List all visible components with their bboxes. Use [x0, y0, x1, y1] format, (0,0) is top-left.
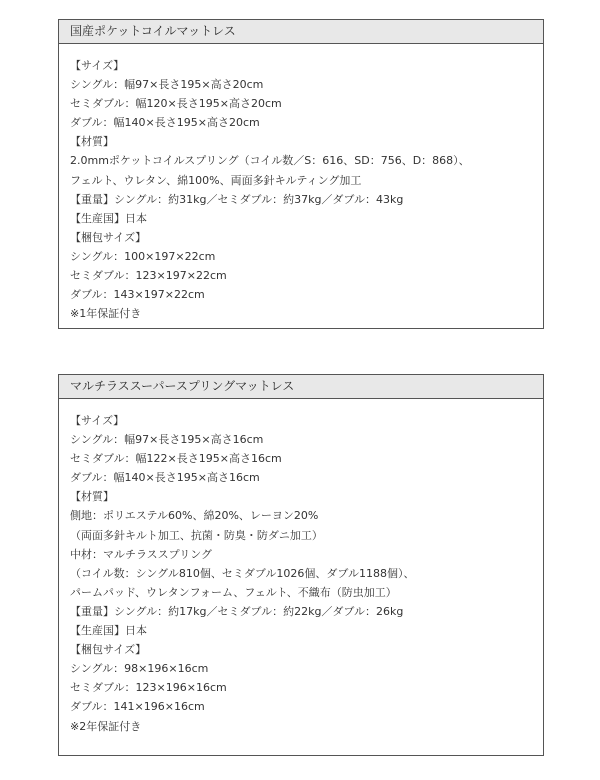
spec-material-line: フェルト、ウレタン、綿100%、両面多針キルティング加工 — [70, 173, 362, 187]
spec-section-size-heading: 【サイズ】 — [70, 59, 125, 72]
spec-package-single: シングル：98×196×16cm — [70, 662, 209, 676]
spec-box-body — [59, 44, 543, 323]
spec-box-pocket-coil — [58, 19, 544, 329]
spec-material-line: 中材：マルチラススプリング — [70, 547, 213, 561]
spec-size-single: シングル：幅97×長さ195×高さ16cm — [70, 433, 264, 447]
spec-warranty-note: ※1年保証付き — [70, 307, 142, 321]
spec-country-of-origin: 【生産国】日本 — [70, 211, 147, 225]
spec-box-title: マルチラススーパースプリングマットレス — [59, 375, 543, 399]
spec-box-body — [59, 399, 543, 736]
spec-material-line: 側地：ポリエステル60%、綿20%、レーヨン20% — [70, 509, 319, 523]
spec-size-single: シングル：幅97×長さ195×高さ20cm — [70, 78, 264, 92]
spec-material-line: 2.0mmポケットコイルスプリング（コイル数／S：616、SD：756、D：868）、 — [70, 154, 470, 168]
spec-box-multiras-spring — [58, 374, 544, 756]
spec-section-size-heading: 【サイズ】 — [70, 414, 125, 427]
spec-size-semi-double: セミダブル：幅120×長さ195×高さ20cm — [70, 97, 282, 111]
spec-weight: 【重量】シングル：約17kg／セミダブル：約22kg／ダブル：26kg — [70, 604, 404, 618]
spec-package-single: シングル：100×197×22cm — [70, 249, 216, 263]
spec-material-line: （両面多針キルト加工、抗菌・防臭・防ダニ加工） — [70, 528, 323, 542]
spec-size-double: ダブル：幅140×長さ195×高さ16cm — [70, 471, 260, 485]
spec-section-material-heading: 【材質】 — [70, 490, 114, 504]
spec-country-of-origin: 【生産国】日本 — [70, 624, 147, 638]
spec-box-title: 国産ポケットコイルマットレス — [59, 20, 543, 44]
spec-package-double: ダブル：143×197×22cm — [70, 288, 205, 302]
spec-size-double: ダブル：幅140×長さ195×高さ20cm — [70, 116, 260, 130]
spec-package-semi-double: セミダブル：123×197×22cm — [70, 269, 227, 283]
spec-package-semi-double: セミダブル：123×196×16cm — [70, 681, 227, 695]
spec-package-double: ダブル：141×196×16cm — [70, 700, 205, 714]
spec-warranty-note: ※2年保証付き — [70, 719, 142, 733]
spec-material-line: （コイル数：シングル810個、セミダブル1026個、ダブル1188個）、 — [70, 566, 415, 580]
spec-weight: 【重量】シングル：約31kg／セミダブル：約37kg／ダブル：43kg — [70, 192, 404, 206]
spec-section-package-size-heading: 【梱包サイズ】 — [70, 230, 147, 244]
spec-section-material-heading: 【材質】 — [70, 135, 114, 149]
spec-size-semi-double: セミダブル：幅122×長さ195×高さ16cm — [70, 452, 282, 466]
spec-section-package-size-heading: 【梱包サイズ】 — [70, 643, 147, 657]
spec-material-line: パームパッド、ウレタンフォーム、フェルト、不織布（防虫加工） — [70, 585, 397, 599]
